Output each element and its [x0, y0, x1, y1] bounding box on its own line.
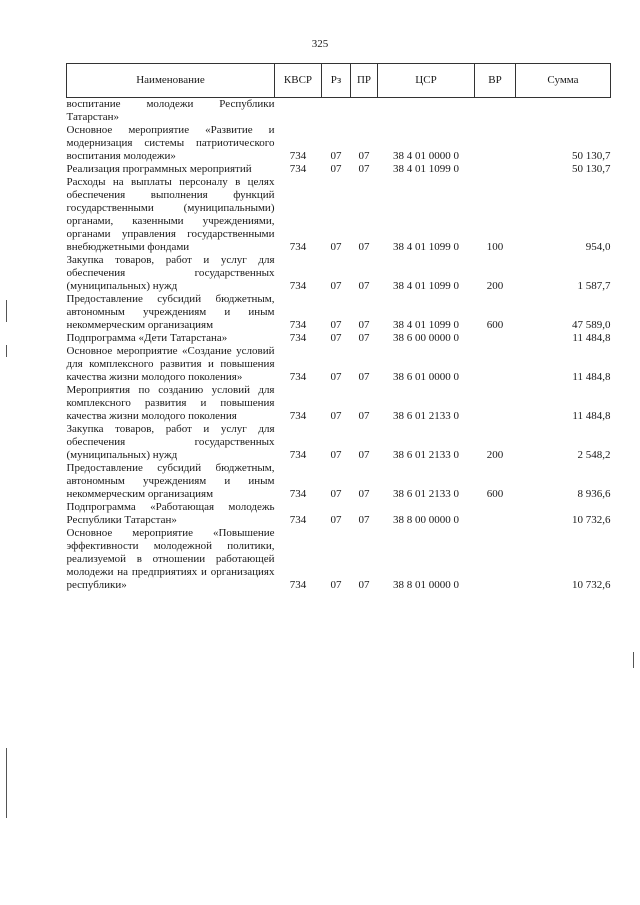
row-pr: 07	[358, 371, 370, 383]
row-kvsr: 734	[289, 371, 307, 383]
row-vr	[475, 98, 516, 125]
left-margin-mark	[6, 300, 7, 322]
row-name: Мероприятия по созданию условий для комплексного развития и повышения качества жизни молодого поколения	[66, 384, 275, 422]
table-row	[67, 501, 611, 527]
row-sum: 11 484,8	[572, 410, 611, 422]
row-kvsr: 734	[289, 579, 307, 591]
row-rz: 07	[330, 319, 342, 331]
row-kvsr	[275, 98, 322, 125]
row-kvsr: 734	[289, 488, 307, 500]
row-name: воспитание молодежи Республики Татарстан»	[66, 98, 275, 123]
table-header-row	[67, 64, 611, 98]
right-margin-mark	[633, 652, 634, 668]
header-pr: ПР	[351, 64, 378, 98]
row-kvsr: 734	[289, 514, 307, 526]
row-pr: 07	[358, 280, 370, 292]
row-sum: 954,0	[585, 241, 611, 253]
row-sum: 2 548,2	[577, 449, 611, 461]
row-name: Подпрограмма «Работающая молодежь Республики Татарстан»	[66, 501, 275, 526]
page-number: 325	[311, 38, 329, 50]
header-vr: ВР	[475, 64, 516, 98]
row-kvsr: 734	[289, 163, 307, 175]
header-sum: Сумма	[516, 64, 611, 98]
table-row	[67, 345, 611, 384]
row-pr: 07	[358, 332, 370, 344]
row-sum: 10 732,6	[572, 514, 611, 526]
row-csr: 38 4 01 1099 0	[393, 241, 459, 253]
row-vr	[475, 163, 516, 176]
table-row	[67, 124, 611, 163]
row-name: Закупка товаров, работ и услуг для обеспечения государственных (муниципальных) нужд	[66, 423, 275, 461]
row-pr: 07	[358, 579, 370, 591]
row-csr: 38 6 01 2133 0	[393, 488, 459, 500]
row-vr	[475, 345, 516, 384]
row-sum: 10 732,6	[572, 579, 611, 591]
row-kvsr: 734	[289, 410, 307, 422]
row-rz: 07	[330, 371, 342, 383]
row-name: Предоставление субсидий бюджетным, автономным учреждениям и иным некоммерческим организациям	[66, 462, 275, 500]
row-rz: 07	[330, 449, 342, 461]
row-vr: 600	[486, 488, 504, 500]
row-rz: 07	[330, 410, 342, 422]
row-kvsr: 734	[289, 449, 307, 461]
row-csr: 38 6 01 0000 0	[393, 371, 459, 383]
row-vr: 200	[486, 449, 504, 461]
row-vr	[475, 384, 516, 423]
table-row	[67, 384, 611, 423]
row-sum: 1 587,7	[577, 280, 611, 292]
row-kvsr: 734	[289, 150, 307, 162]
row-sum: 50 130,7	[572, 163, 611, 175]
row-pr: 07	[358, 241, 370, 253]
row-csr: 38 4 01 1099 0	[393, 280, 459, 292]
row-rz: 07	[330, 163, 342, 175]
table-row	[67, 163, 611, 176]
row-sum	[516, 98, 611, 125]
row-csr: 38 4 01 1099 0	[393, 319, 459, 331]
header-kvsr: КВСР	[275, 64, 322, 98]
table-row	[67, 332, 611, 345]
row-kvsr: 734	[289, 280, 307, 292]
row-name: Основное мероприятие «Развитие и модернизация системы патриотического воспитания молодежи»	[66, 124, 275, 162]
row-sum: 50 130,7	[572, 150, 611, 162]
row-pr: 07	[358, 319, 370, 331]
row-name: Предоставление субсидий бюджетным, автономным учреждениям и иным некоммерческим организациям	[66, 293, 275, 331]
row-rz: 07	[330, 332, 342, 344]
table-row	[67, 462, 611, 501]
header-rz: Рз	[322, 64, 351, 98]
row-csr: 38 6 00 0000 0	[393, 332, 459, 344]
row-vr: 200	[486, 280, 504, 292]
row-rz: 07	[330, 280, 342, 292]
row-pr: 07	[358, 410, 370, 422]
budget-table	[66, 63, 611, 592]
row-sum: 11 484,8	[572, 371, 611, 383]
row-csr: 38 6 01 2133 0	[393, 410, 459, 422]
row-pr: 07	[358, 514, 370, 526]
row-csr	[378, 98, 475, 125]
row-pr: 07	[358, 150, 370, 162]
row-pr: 07	[358, 163, 370, 175]
row-rz: 07	[330, 150, 342, 162]
row-sum: 8 936,6	[577, 488, 611, 500]
row-vr	[475, 332, 516, 345]
row-pr: 07	[358, 488, 370, 500]
row-rz: 07	[330, 241, 342, 253]
header-name: Наименование	[67, 64, 275, 98]
table-row	[67, 423, 611, 462]
table-row	[67, 293, 611, 332]
row-vr: 100	[486, 241, 504, 253]
table-row	[67, 176, 611, 254]
row-csr: 38 8 01 0000 0	[393, 579, 459, 591]
row-csr: 38 4 01 1099 0	[393, 163, 459, 175]
row-name: Основное мероприятие «Повышение эффективности молодежной политики, реализуемой в отношении работающей молодежи на предприятиях и организациях республики»	[66, 527, 275, 591]
row-kvsr: 734	[289, 332, 307, 344]
row-csr: 38 8 00 0000 0	[393, 514, 459, 526]
table-row	[67, 254, 611, 293]
row-rz: 07	[330, 514, 342, 526]
table-row	[67, 98, 611, 125]
table-row	[67, 527, 611, 592]
row-kvsr: 734	[289, 241, 307, 253]
row-csr: 38 6 01 2133 0	[393, 449, 459, 461]
row-rz: 07	[330, 488, 342, 500]
row-pr: 07	[358, 449, 370, 461]
row-pr	[351, 98, 378, 125]
header-csr: ЦСР	[378, 64, 475, 98]
row-vr	[475, 501, 516, 527]
row-sum: 11 484,8	[572, 332, 611, 344]
row-name: Подпрограмма «Дети Татарстана»	[66, 332, 228, 344]
row-kvsr: 734	[289, 319, 307, 331]
row-vr	[475, 527, 516, 592]
left-margin-mark	[6, 345, 7, 357]
row-name: Реализация программных мероприятий	[66, 163, 252, 175]
row-name: Основное мероприятие «Создание условий для комплексного развития и повышения качества жизни молодого поколения»	[66, 345, 275, 383]
row-name: Расходы на выплаты персоналу в целях обеспечения выполнения функций государственными (муниципальными) органами, казенными учреждениями, органами управления государственными внебюджетными фондами	[66, 176, 275, 253]
row-sum: 47 589,0	[572, 319, 611, 331]
row-csr: 38 4 01 0000 0	[393, 150, 459, 162]
left-margin-mark	[6, 748, 7, 818]
row-vr: 600	[486, 319, 504, 331]
row-rz: 07	[330, 579, 342, 591]
row-vr	[475, 124, 516, 163]
row-rz	[322, 98, 351, 125]
row-name: Закупка товаров, работ и услуг для обеспечения государственных (муниципальных) нужд	[66, 254, 275, 292]
